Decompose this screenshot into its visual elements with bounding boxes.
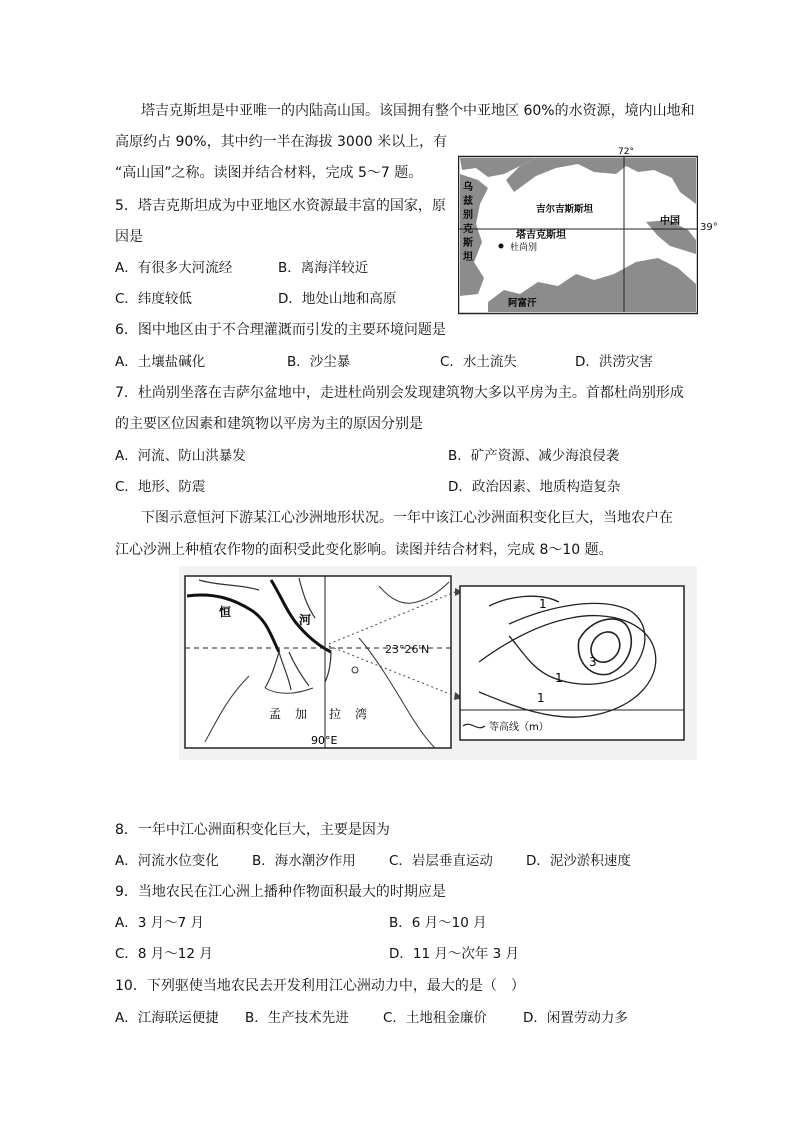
q7-option-a: A．河流、防山洪暴发 xyxy=(115,448,246,464)
map1-afghanistan-label: 阿富汗 xyxy=(508,298,537,309)
q5-stem-line2: 因是 xyxy=(115,229,143,245)
svg-text:别: 别 xyxy=(463,210,473,221)
map1-tajikistan-label: 塔吉克斯坦 xyxy=(516,230,566,241)
q7-option-d: D．政治因素、地质构造复杂 xyxy=(448,479,621,495)
q8-stem: 8．一年中江心洲面积变化巨大，主要是因为 xyxy=(115,822,390,838)
q5-option-d: D．地处山地和高原 xyxy=(278,291,397,307)
q10-option-a: A．江海联运便捷 xyxy=(115,1010,219,1026)
q8-option-a: A．河流水位变化 xyxy=(115,853,219,869)
q5-option-c: C．纬度较低 xyxy=(115,291,192,307)
q10-option-d: D．闲置劳动力多 xyxy=(523,1010,628,1026)
q5-option-a: A．有很多大河流经 xyxy=(115,260,233,276)
q7-option-c: C．地形、防震 xyxy=(115,479,206,495)
passage1-line1: 塔吉克斯坦是中亚唯一的内陆高山国。该国拥有整个中亚地区 60%的水资源，境内山地和 xyxy=(141,103,695,119)
map2-contour-label-3: 3 xyxy=(589,655,597,669)
svg-text:兹: 兹 xyxy=(463,196,473,207)
q10-option-b: B．生产技术先进 xyxy=(245,1010,349,1026)
map2-lat-label: 23°26′N xyxy=(385,643,430,656)
passage1-line3: “高山国”之称。读图并结合材料，完成 5～7 题。 xyxy=(115,165,423,181)
svg-text:克: 克 xyxy=(463,224,473,235)
map2-left-frame xyxy=(185,576,451,748)
map1-kyrgyzstan-label: 吉尔吉斯斯坦 xyxy=(536,204,594,215)
q6-option-d: D．洪涝灾害 xyxy=(575,354,653,370)
svg-text:斯: 斯 xyxy=(463,238,473,249)
q10-option-c: C．土地租金廉价 xyxy=(383,1010,487,1026)
q7-stem-line2: 的主要区位因素和建筑物以平房为主的原因分别是 xyxy=(115,416,423,432)
svg-text:坦: 坦 xyxy=(463,252,473,263)
q9-option-a: A．3 月～7 月 xyxy=(115,915,204,931)
map1-dushanbe-label: 杜尚别 xyxy=(510,243,538,253)
q5-stem-line1: 5．塔吉克斯坦成为中亚地区水资源最丰富的国家，原 xyxy=(115,198,446,214)
q6-option-c: C．水土流失 xyxy=(440,354,517,370)
q7-option-b: B．矿产资源、减少海浪侵袭 xyxy=(448,448,620,464)
map2-he-label: 河 xyxy=(299,613,312,627)
q6-option-b: B．沙尘暴 xyxy=(287,354,351,370)
map2-contour-label-1c: 1 xyxy=(537,691,545,705)
passage2-line1: 下图示意恒河下游某江心沙洲地形状况。一年中该江心沙洲面积变化巨大，当地农户在 xyxy=(141,510,673,526)
svg-text:加: 加 xyxy=(295,707,308,721)
q6-stem: 6．图中地区由于不合理灌溉而引发的主要环境问题是 xyxy=(115,322,446,338)
q8-option-d: D．泥沙淤积速度 xyxy=(526,853,631,869)
q9-stem: 9．当地农民在江心洲上播种作物面积最大的时期应是 xyxy=(115,884,446,900)
map2-lon-label: 90°E xyxy=(311,734,338,747)
tajikistan-map xyxy=(458,144,698,315)
q9-option-b: B．6 月～10 月 xyxy=(389,915,487,931)
svg-text:孟: 孟 xyxy=(269,707,282,721)
ganges-delta-map xyxy=(179,566,697,760)
svg-text:湾: 湾 xyxy=(355,707,368,721)
map2-contour-label-1a: 1 xyxy=(539,597,547,611)
q9-option-d: D．11 月～次年 3 月 xyxy=(389,946,520,962)
map2-heng-label: 恒 xyxy=(219,605,232,619)
map2-contour-label-1b: 1 xyxy=(555,671,563,685)
svg-text:拉: 拉 xyxy=(329,707,342,721)
q6-option-a: A．土壤盐碱化 xyxy=(115,354,206,370)
q5-option-b: B．离海洋较近 xyxy=(278,260,369,276)
svg-text:乌: 乌 xyxy=(463,182,473,193)
q8-option-c: C．岩层垂直运动 xyxy=(389,853,493,869)
q8-option-b: B．海水潮汐作用 xyxy=(252,853,356,869)
map2-legend-label: 等高线（m） xyxy=(489,722,549,733)
passage2-line2: 江心沙洲上种植农作物的面积受此变化影响。读图并结合材料，完成 8～10 题。 xyxy=(115,542,613,558)
map1-dushanbe-dot xyxy=(499,244,504,249)
map1-lat-outside-label: 39° xyxy=(700,222,718,233)
q9-option-c: C．8 月～12 月 xyxy=(115,946,213,962)
map1-lon-label: 72° xyxy=(618,147,634,157)
passage1-line2: 高原约占 90%，其中约一半在海拔 3000 米以上，有 xyxy=(115,134,448,150)
map1-china-label: 中国 xyxy=(660,216,680,227)
q10-stem: 10．下列驱使当地农民去开发利用江心洲动力中，最大的是（ ） xyxy=(115,978,525,994)
q7-stem-line1: 7．杜尚别坐落在吉萨尔盆地中，走进杜尚别会发现建筑物大多以平房为主。首都杜尚别形成 xyxy=(115,385,684,401)
